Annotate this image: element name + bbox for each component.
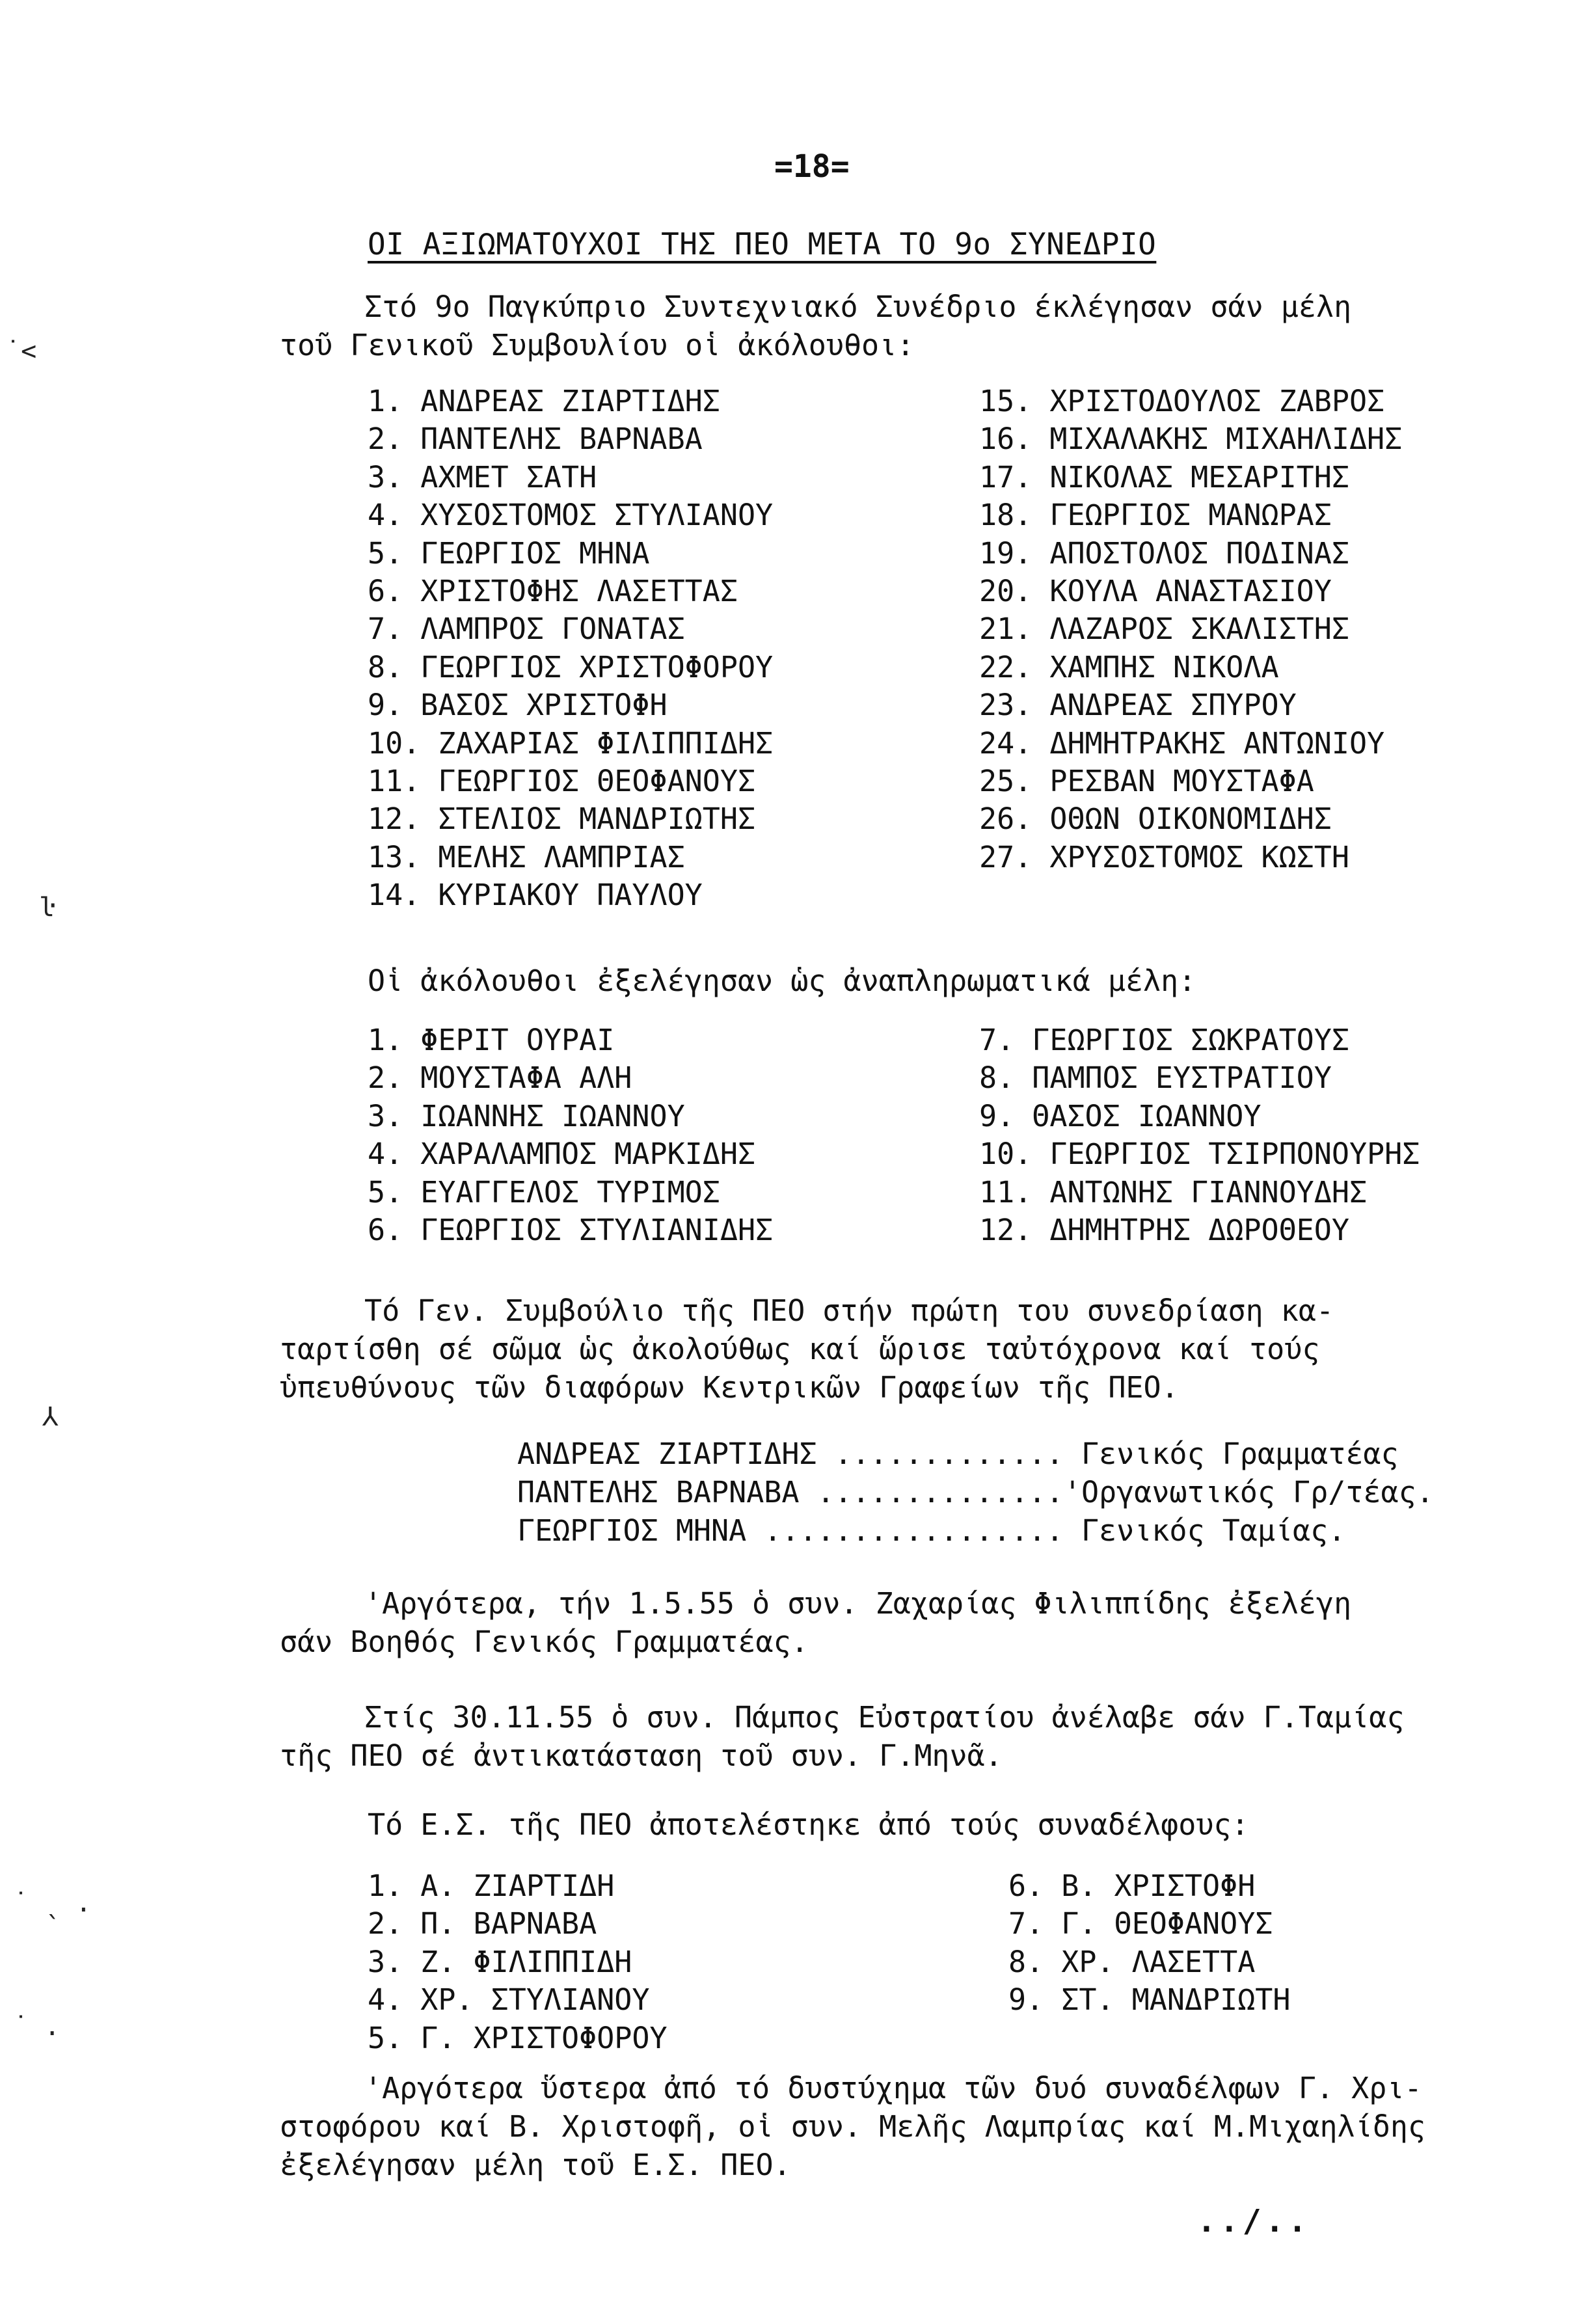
- list-item: 12. ΣΤΕΛΙΟΣ ΜΑΝΔΡΙΩΤΗΣ: [368, 802, 756, 837]
- list-item: 15. ΧΡΙΣΤΟΔΟΥΛΟΣ ΖΑΒΡΟΣ: [979, 384, 1385, 418]
- paragraph-line: τοῦ Γενικοῦ Συμβουλίου οἱ ἀκόλουθοι:: [280, 328, 915, 362]
- list-item: 11. ΓΕΩΡΓΙΟΣ ΘΕΟΦΑΝΟΥΣ: [368, 764, 756, 799]
- paragraph-line: Τό Γεν. Συμβούλιο τῆς ΠΕΟ στήν πρώτη του συνεδρίαση κα-: [364, 1293, 1334, 1328]
- list-item: 9. ΘΑΣΟΣ ΙΩΑΝΝΟΥ: [979, 1098, 1262, 1133]
- list-item: 10. ΓΕΩΡΓΙΟΣ ΤΣΙΡΠΟΝΟΥΡΗΣ: [979, 1137, 1420, 1172]
- list-item: 22. ΧΑΜΠΗΣ ΝΙΚΟΛΑ: [979, 649, 1279, 684]
- list-item: 8. ΓΕΩΡΓΙΟΣ ΧΡΙΣΤΟΦΟΡΟΥ: [368, 649, 774, 684]
- margin-mark: ŀ: [39, 893, 55, 923]
- paragraph-line: στοφόρου καί Β. Χριστοφῆ, οἱ συν. Μελῆς Λαμπρίας καί Μ.Μιχαηλίδης: [280, 2109, 1425, 2144]
- list-item: 4. ΧΥΣΟΣΤΟΜΟΣ ΣΤΥΛΙΑΝΟΥ: [368, 498, 774, 533]
- list-item: 4. ΧΡ. ΣΤΥΛΙΑΝΟΥ: [368, 1982, 650, 2018]
- list-item: 8. ΧΡ. ΛΑΣΕΤΤΑ: [1008, 1944, 1256, 1979]
- list-item: 6. Β. ΧΡΙΣΤΟΦΗ: [1008, 1869, 1256, 1903]
- paragraph-line: ταρτίσθη σέ σῶμα ὡς ἀκολούθως καί ὥρισε ταὐτόχρονα καί τούς: [280, 1332, 1320, 1366]
- list-item: 5. ΓΕΩΡΓΙΟΣ ΜΗΝΑ: [368, 535, 650, 571]
- margin-mark: ⅄: [42, 1402, 59, 1432]
- intro-paragraph: [280, 288, 1503, 364]
- list-item: 3. ΙΩΑΝΝΗΣ ΙΩΑΝΝΟΥ: [368, 1098, 685, 1133]
- list-item: 7. Γ. ΘΕΟΦΑΝΟΥΣ: [1008, 1906, 1273, 1941]
- paragraph-line: σάν Βοηθός Γενικός Γραμματέας.: [280, 1625, 809, 1659]
- page-number: =18=: [774, 148, 850, 185]
- list-item: 3. Ζ. ΦΙΛΙΠΠΙΔΗ: [368, 1944, 632, 1979]
- list-item: 9. ΒΑΣΟΣ ΧΡΙΣΤΟΦΗ: [368, 688, 668, 723]
- later-paragraph-2: [280, 1698, 1503, 1775]
- council-formation-paragraph: [280, 1291, 1503, 1407]
- paragraph-line: ὑπευθύνους τῶν διαφόρων Κεντρικῶν Γραφείων τῆς ΠΕΟ.: [280, 1370, 1179, 1405]
- list-item: 18. ΓΕΩΡΓΙΟΣ ΜΑΝΩΡΑΣ: [979, 498, 1332, 533]
- list-item: 26. ΟΘΩΝ ΟΙΚΟΝΟΜΙΔΗΣ: [979, 802, 1332, 837]
- executive-list-right: [1008, 1867, 1290, 2020]
- list-item: 5. ΕΥΑΓΓΕΛΟΣ ΤΥΡΙΜΟΣ: [368, 1174, 720, 1209]
- officer-row: ΠΑΝΤΕΛΗΣ ΒΑΡΝΑΒΑ ..............'Οργανωτικός Γρ/τέας.: [517, 1475, 1434, 1509]
- list-item: 10. ΖΑΧΑΡΙΑΣ ΦΙΛΙΠΠΙΔΗΣ: [368, 725, 774, 761]
- paragraph-line: Στό 9ο Παγκύπριο Συντεχνιακό Συνέδριο έκλέγησαν σάν μέλη: [364, 290, 1352, 324]
- list-item: 16. ΜΙΧΑΛΑΚΗΣ ΜΙΧΑΗΛΙΔΗΣ: [979, 422, 1403, 457]
- executive-list-left: [368, 1867, 668, 2057]
- list-item: 19. ΑΠΟΣΤΟΛΟΣ ΠΟΔΙΝΑΣ: [979, 535, 1349, 571]
- list-item: 9. ΣΤ. ΜΑΝΔΡΙΩΤΗ: [1008, 1982, 1291, 2018]
- list-item: 4. ΧΑΡΑΛΑΜΠΟΣ ΜΑΡΚΙΔΗΣ: [368, 1137, 756, 1172]
- alternates-list-left: [368, 1021, 773, 1249]
- continuation-mark: ../..: [1197, 2203, 1311, 2239]
- list-item: 23. ΑΝΔΡΕΑΣ ΣΠΥΡΟΥ: [979, 688, 1297, 723]
- list-item: 27. ΧΡΥΣΟΣΤΟΜΟΣ ΚΩΣΤΗ: [979, 839, 1349, 874]
- list-item: 3. ΑΧΜΕΤ ΣΑΤΗ: [368, 459, 597, 494]
- executive-intro: Τό Ε.Σ. τῆς ΠΕΟ ἀποτελέστηκε ἀπό τούς συναδέλφους:: [368, 1807, 1249, 1842]
- list-item: 6. ΧΡΙΣΤΟΦΗΣ ΛΑΣΕΤΤΑΣ: [368, 574, 738, 609]
- list-item: 2. ΜΟΥΣΤΑΦΑ ΑΛΗ: [368, 1061, 632, 1096]
- list-item: 20. ΚΟΥΛΑ ΑΝΑΣΤΑΣΙΟΥ: [979, 574, 1332, 609]
- list-item: 8. ΠΑΜΠΟΣ ΕΥΣΤΡΑΤΙΟΥ: [979, 1061, 1332, 1096]
- paragraph-line: 'Αργότερα, τήν 1.5.55 ὁ συν. Ζαχαρίας Φιλιππίδης ἐξελέγη: [364, 1586, 1352, 1621]
- list-item: 14. ΚΥΡΙΑΚΟΥ ΠΑΥΛΟΥ: [368, 878, 703, 913]
- list-item: 1. ΑΝΔΡΕΑΣ ΖΙΑΡΤΙΔΗΣ: [368, 384, 720, 418]
- margin-mark: ˙<: [5, 336, 37, 366]
- list-item: 6. ΓΕΩΡΓΙΟΣ ΣΤΥΛΙΑΝΙΔΗΣ: [368, 1213, 774, 1248]
- officer-row: ΓΕΩΡΓΙΟΣ ΜΗΝΑ ................. Γενικός Ταμίας.: [517, 1513, 1346, 1548]
- page-title: ΟΙ ΑΞΙΩΜΑΤΟΥΧΟΙ ΤΗΣ ΠΕΟ ΜΕΤΑ ΤΟ 9ο ΣΥΝΕΔΡΙΟ: [368, 226, 1157, 262]
- list-item: 5. Γ. ΧΡΙΣΤΟΦΟΡΟΥ: [368, 2020, 668, 2055]
- officers-list: [517, 1435, 1434, 1550]
- list-item: 24. ΔΗΜΗΤΡΑΚΗΣ ΑΝΤΩΝΙΟΥ: [979, 725, 1385, 761]
- list-item: 11. ΑΝΤΩΝΗΣ ΓΙΑΝΝΟΥΔΗΣ: [979, 1174, 1368, 1209]
- list-item: 21. ΛΑΖΑΡΟΣ ΣΚΑΛΙΣΤΗΣ: [979, 612, 1349, 647]
- margin-mark: ˙ ˎ .: [13, 1888, 92, 1918]
- list-item: 17. ΝΙΚΟΛΑΣ ΜΕΣΑΡΙΤΗΣ: [979, 459, 1349, 494]
- paragraph-line: Στίς 30.11.55 ὁ συν. Πάμπος Εὐστρατίου ἀνέλαβε σάν Γ.Ταμίας: [364, 1700, 1405, 1735]
- paragraph-line: 'Αργότερα ὕστερα ἀπό τό δυστύχημα τῶν δυό συναδέλφων Γ. Χρι-: [364, 2071, 1422, 2105]
- alternates-intro: Οἱ ἀκόλουθοι ἐξελέγησαν ὡς ἀναπληρωματικά μέλη:: [368, 964, 1196, 998]
- paragraph-line: ἐξελέγησαν μέλη τοῦ Ε.Σ. ΠΕΟ.: [280, 2148, 791, 2182]
- list-item: 7. ΓΕΩΡΓΙΟΣ ΣΩΚΡΑΤΟΥΣ: [979, 1023, 1349, 1057]
- officer-row: ΑΝΔΡΕΑΣ ΖΙΑΡΤΙΔΗΣ ............. Γενικός Γραμματέας: [517, 1437, 1399, 1471]
- list-item: 25. ΡΕΣΒΑΝ ΜΟΥΣΤΑΦΑ: [979, 764, 1314, 799]
- list-item: 7. ΛΑΜΠΡΟΣ ΓΟΝΑΤΑΣ: [368, 612, 685, 647]
- alternates-list-right: [979, 1021, 1420, 1249]
- margin-mark: ˙ .: [13, 2012, 61, 2042]
- council-list-left: [368, 383, 773, 915]
- list-item: 1. Α. ΖΙΑΡΤΙΔΗ: [368, 1869, 615, 1903]
- council-list-right: [979, 383, 1402, 876]
- list-item: 12. ΔΗΜΗΤΡΗΣ ΔΩΡΟΘΕΟΥ: [979, 1213, 1349, 1248]
- list-item: 1. ΦΕΡΙΤ ΟΥΡΑΙ: [368, 1023, 615, 1057]
- list-item: 2. Π. ΒΑΡΝΑΒΑ: [368, 1906, 597, 1941]
- paragraph-line: τῆς ΠΕΟ σέ ἀντικατάσταση τοῦ συν. Γ.Μηνᾶ.: [280, 1738, 1003, 1773]
- list-item: 2. ΠΑΝΤΕΛΗΣ ΒΑΡΝΑΒΑ: [368, 422, 703, 457]
- later-paragraph-1: [280, 1584, 1503, 1661]
- closing-paragraph: [280, 2069, 1503, 2184]
- list-item: 13. ΜΕΛΗΣ ΛΑΜΠΡΙΑΣ: [368, 839, 685, 874]
